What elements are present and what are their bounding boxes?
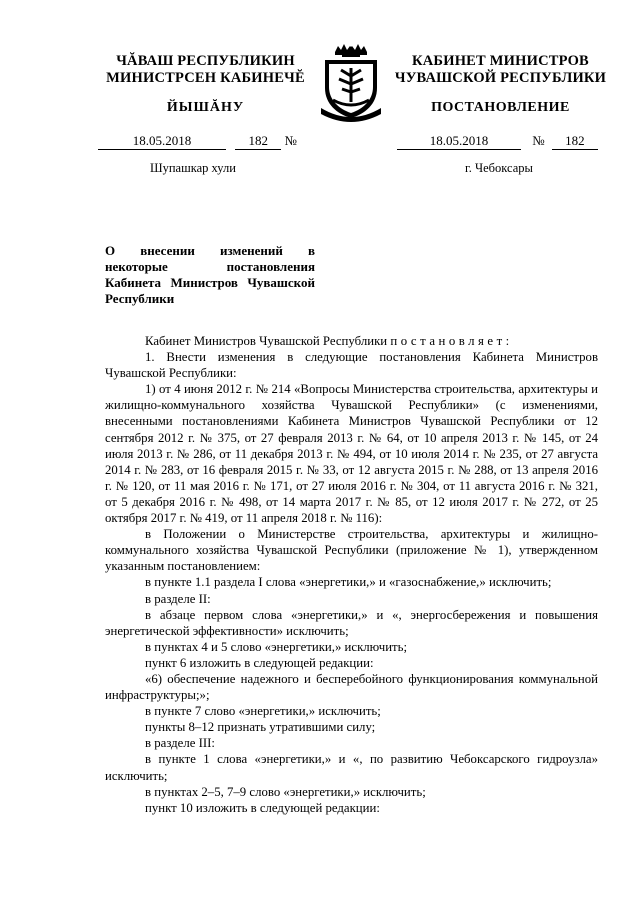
body-paragraph: в разделе III:	[145, 736, 215, 751]
left-date-number	[98, 133, 297, 149]
right-date-number	[397, 133, 598, 149]
header-right-line1: КАБИНЕТ МИНИСТРОВ	[412, 53, 589, 69]
document-subject: О внесении изменений в некоторые постановления Кабинета Министров Чувашской Республики	[105, 243, 315, 306]
header-left-title	[98, 53, 313, 87]
body-paragraph: в пункте 1 слова «энергетики,» и «, по развитию Чебоксарского гидроузла» исключить;	[105, 752, 598, 783]
body-paragraph: пункт 10 изложить в следующей редакции:	[145, 800, 380, 815]
body-paragraph: в Положении о Министерстве строительства, архитектуры и жилищно-коммунального хозяйства Чувашской Республики (приложение № 1), утвержденном указанным постановлением:	[105, 527, 598, 574]
header-left-line1: ЧĂВАШ РЕСПУБЛИКИН	[116, 53, 295, 69]
body-paragraph: в абзаце первом слова «энергетики,» и «, энергосбережения и повышения энергетической эффективности» исключить;	[105, 607, 598, 638]
doc-type-right: ПОСТАНОВЛЕНИЕ	[431, 100, 570, 115]
right-number: 182	[552, 133, 598, 150]
left-date: 18.05.2018	[98, 133, 226, 150]
left-number: 182	[235, 133, 281, 150]
left-number-sign: №	[284, 133, 297, 148]
body-paragraph: в пункте 7 слово «энергетики,» исключить;	[145, 704, 381, 719]
body-paragraph: 1) от 4 июня 2012 г. № 214 «Вопросы Министерства строительства, архитектуры и жилищно-коммунального хозяйства Чувашской Республики» (с изменениями, внесенными постановлениями Кабинета Министров Чувашской Республики от 12 сентября 2012 г. № 375, от 27 февраля 2013 г. № 64, от 10 апреля 2013 г. № 145, от 24 июля 2013 г. № 286, от 11 декабря 2013 г. № 494, от 10 июля 2014 г. № 235, от 27 августа 2014 г. № 283, от 16 февраля 2015 г. № 33, от 12 августа 2015 г. № 288, от 13 апреля 2016 г. № 120, от 11 мая 2016 г. № 171, от 27 июля 2016 г. № 304, от 11 августа 2016 г. № 321, от 5 декабря 2016 г. № 498, от 14 марта 2017 г. № 85, от 12 июля 2017 г. № 272, от 25 октября 2017 г. № 419, от 11 апреля 2018 г. № 116):	[105, 382, 598, 526]
right-date: 18.05.2018	[397, 133, 521, 150]
body-paragraph: в пунктах 4 и 5 слово «энергетики,» исключить;	[145, 639, 408, 654]
city-right: г. Чебоксары	[465, 161, 533, 175]
body-intro-prefix: Кабинет Министров Чувашской Республики	[145, 334, 388, 348]
body-paragraph: в пунктах 2–5, 7–9 слово «энергетики,» исключить;	[145, 784, 426, 799]
body-paragraph: пункт 6 изложить в следующей редакции:	[145, 655, 374, 670]
header-right-line2: ЧУВАШСКОЙ РЕСПУБЛИКИ	[394, 70, 607, 86]
body-paragraph: в разделе II:	[145, 591, 211, 606]
body-paragraph: «6) обеспечение надежного и бесперебойного функционирования коммунальной инфраструктуры;»;	[105, 671, 598, 703]
body-intro-verb: постановляет:	[390, 334, 513, 348]
header-left-line2: МИНИСТРСЕН КАБИНЕЧĔ	[106, 70, 305, 86]
body-paragraph: пункты 8–12 признать утратившими силу;	[145, 720, 376, 735]
city-left: Шупашкар хули	[150, 161, 236, 175]
body-intro	[105, 333, 598, 349]
document-body	[105, 333, 598, 816]
header-right-title	[393, 53, 608, 87]
right-number-sign: №	[532, 133, 545, 148]
coat-of-arms-emblem	[311, 42, 391, 124]
body-paragraph: 1. Внести изменения в следующие постановления Кабинета Министров Чувашской Республики:	[105, 350, 598, 381]
doc-type-left: ЙЫШĂНУ	[166, 100, 245, 115]
body-paragraph: в пункте 1.1 раздела I слова «энергетики,» и «газоснабжение,» исключить;	[145, 575, 552, 590]
